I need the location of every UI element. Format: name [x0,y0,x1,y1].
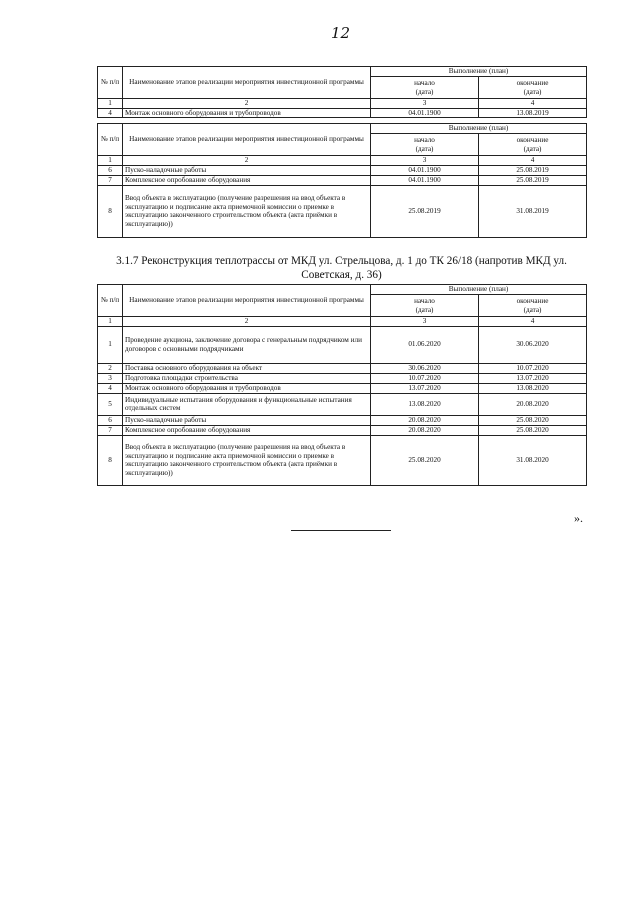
closing-quote-mark: ». [574,511,583,525]
table-row: 2 Поставка основного оборудования на объект 30.06.2020 10.07.2020 [98,363,587,373]
header-num: № п/п [98,285,123,317]
table-row: 7 Комплексное опробование оборудования 20.08.2020 25.08.2020 [98,425,587,435]
schedule-table-1 [97,66,587,118]
header-name: Наименование этапов реализации мероприятия инвестиционной программы [123,124,371,156]
table-row: 6 Пуско-наладочные работы 04.01.1900 25.08.2019 [98,165,587,175]
header-exec: Выполнение (план) [371,124,587,134]
table-row: 5 Индивидуальные испытания оборудования и функциональные испытания отдельных систем 13.08.2020 20.08.2020 [98,393,587,415]
index-row: 1 2 3 4 [98,156,587,166]
separator-line [291,530,391,531]
header-end: окончание (дата) [479,134,587,156]
table-row: 8 Ввод объекта в эксплуатацию (получение разрешения на ввод объекта в эксплуатацию и подписание акта приемочной комиссии о приемке в эксплуатацию законченного строительством объекта (акта приёмки в эксплуатацию)) 25.08.2020 31.08.2020 [98,435,587,485]
index-row: 1 2 3 4 [98,99,587,109]
table-row: 7 Комплексное опробование оборудования 04.01.1900 25.08.2019 [98,175,587,185]
table-row: 3 Подготовка площадки строительства 10.07.2020 13.07.2020 [98,373,587,383]
section-heading: 3.1.7 Реконструкция теплотрассы от МКД ул. Стрельцова, д. 1 до ТК 26/18 (напротив МКД ул. Советская, д. 36) [116,255,567,281]
schedule-table-2 [97,123,587,238]
table-row: 6 Пуско-наладочные работы 20.08.2020 25.08.2020 [98,415,587,425]
header-name: Наименование этапов реализации мероприятия инвестиционной программы [123,67,371,99]
header-start: начало (дата) [371,77,479,99]
header-num: № п/п [98,124,123,156]
table-row: 4 Монтаж основного оборудования и трубопроводов 13.07.2020 13.08.2020 [98,383,587,393]
header-exec: Выполнение (план) [371,285,587,295]
header-end: окончание (дата) [479,295,587,317]
table-row: 4 Монтаж основного оборудования и трубопроводов 04.01.1900 13.08.2019 [98,108,587,118]
schedule-table-3 [97,284,587,486]
page-number: 12 [331,24,351,42]
table-row: 1 Проведение аукциона, заключение договора с генеральным подрядчиком или договоров с основными подрядчиками 01.06.2020 30.06.2020 [98,326,587,363]
header-end: окончание (дата) [479,77,587,99]
header-start: начало (дата) [371,134,479,156]
table-row: 8 Ввод объекта в эксплуатацию (получение разрешения на ввод объекта в эксплуатацию и подписание акта приемочной комиссии о приемке в эксплуатацию законченного строительством объекта (акта приёмки в эксплуатацию)) 25.08.2019 31.08.2019 [98,185,587,237]
header-name: Наименование этапов реализации мероприятия инвестиционной программы [123,285,371,317]
header-start: начало (дата) [371,295,479,317]
header-exec: Выполнение (план) [371,67,587,77]
header-num: № п/п [98,67,123,99]
index-row: 1 2 3 4 [98,317,587,327]
